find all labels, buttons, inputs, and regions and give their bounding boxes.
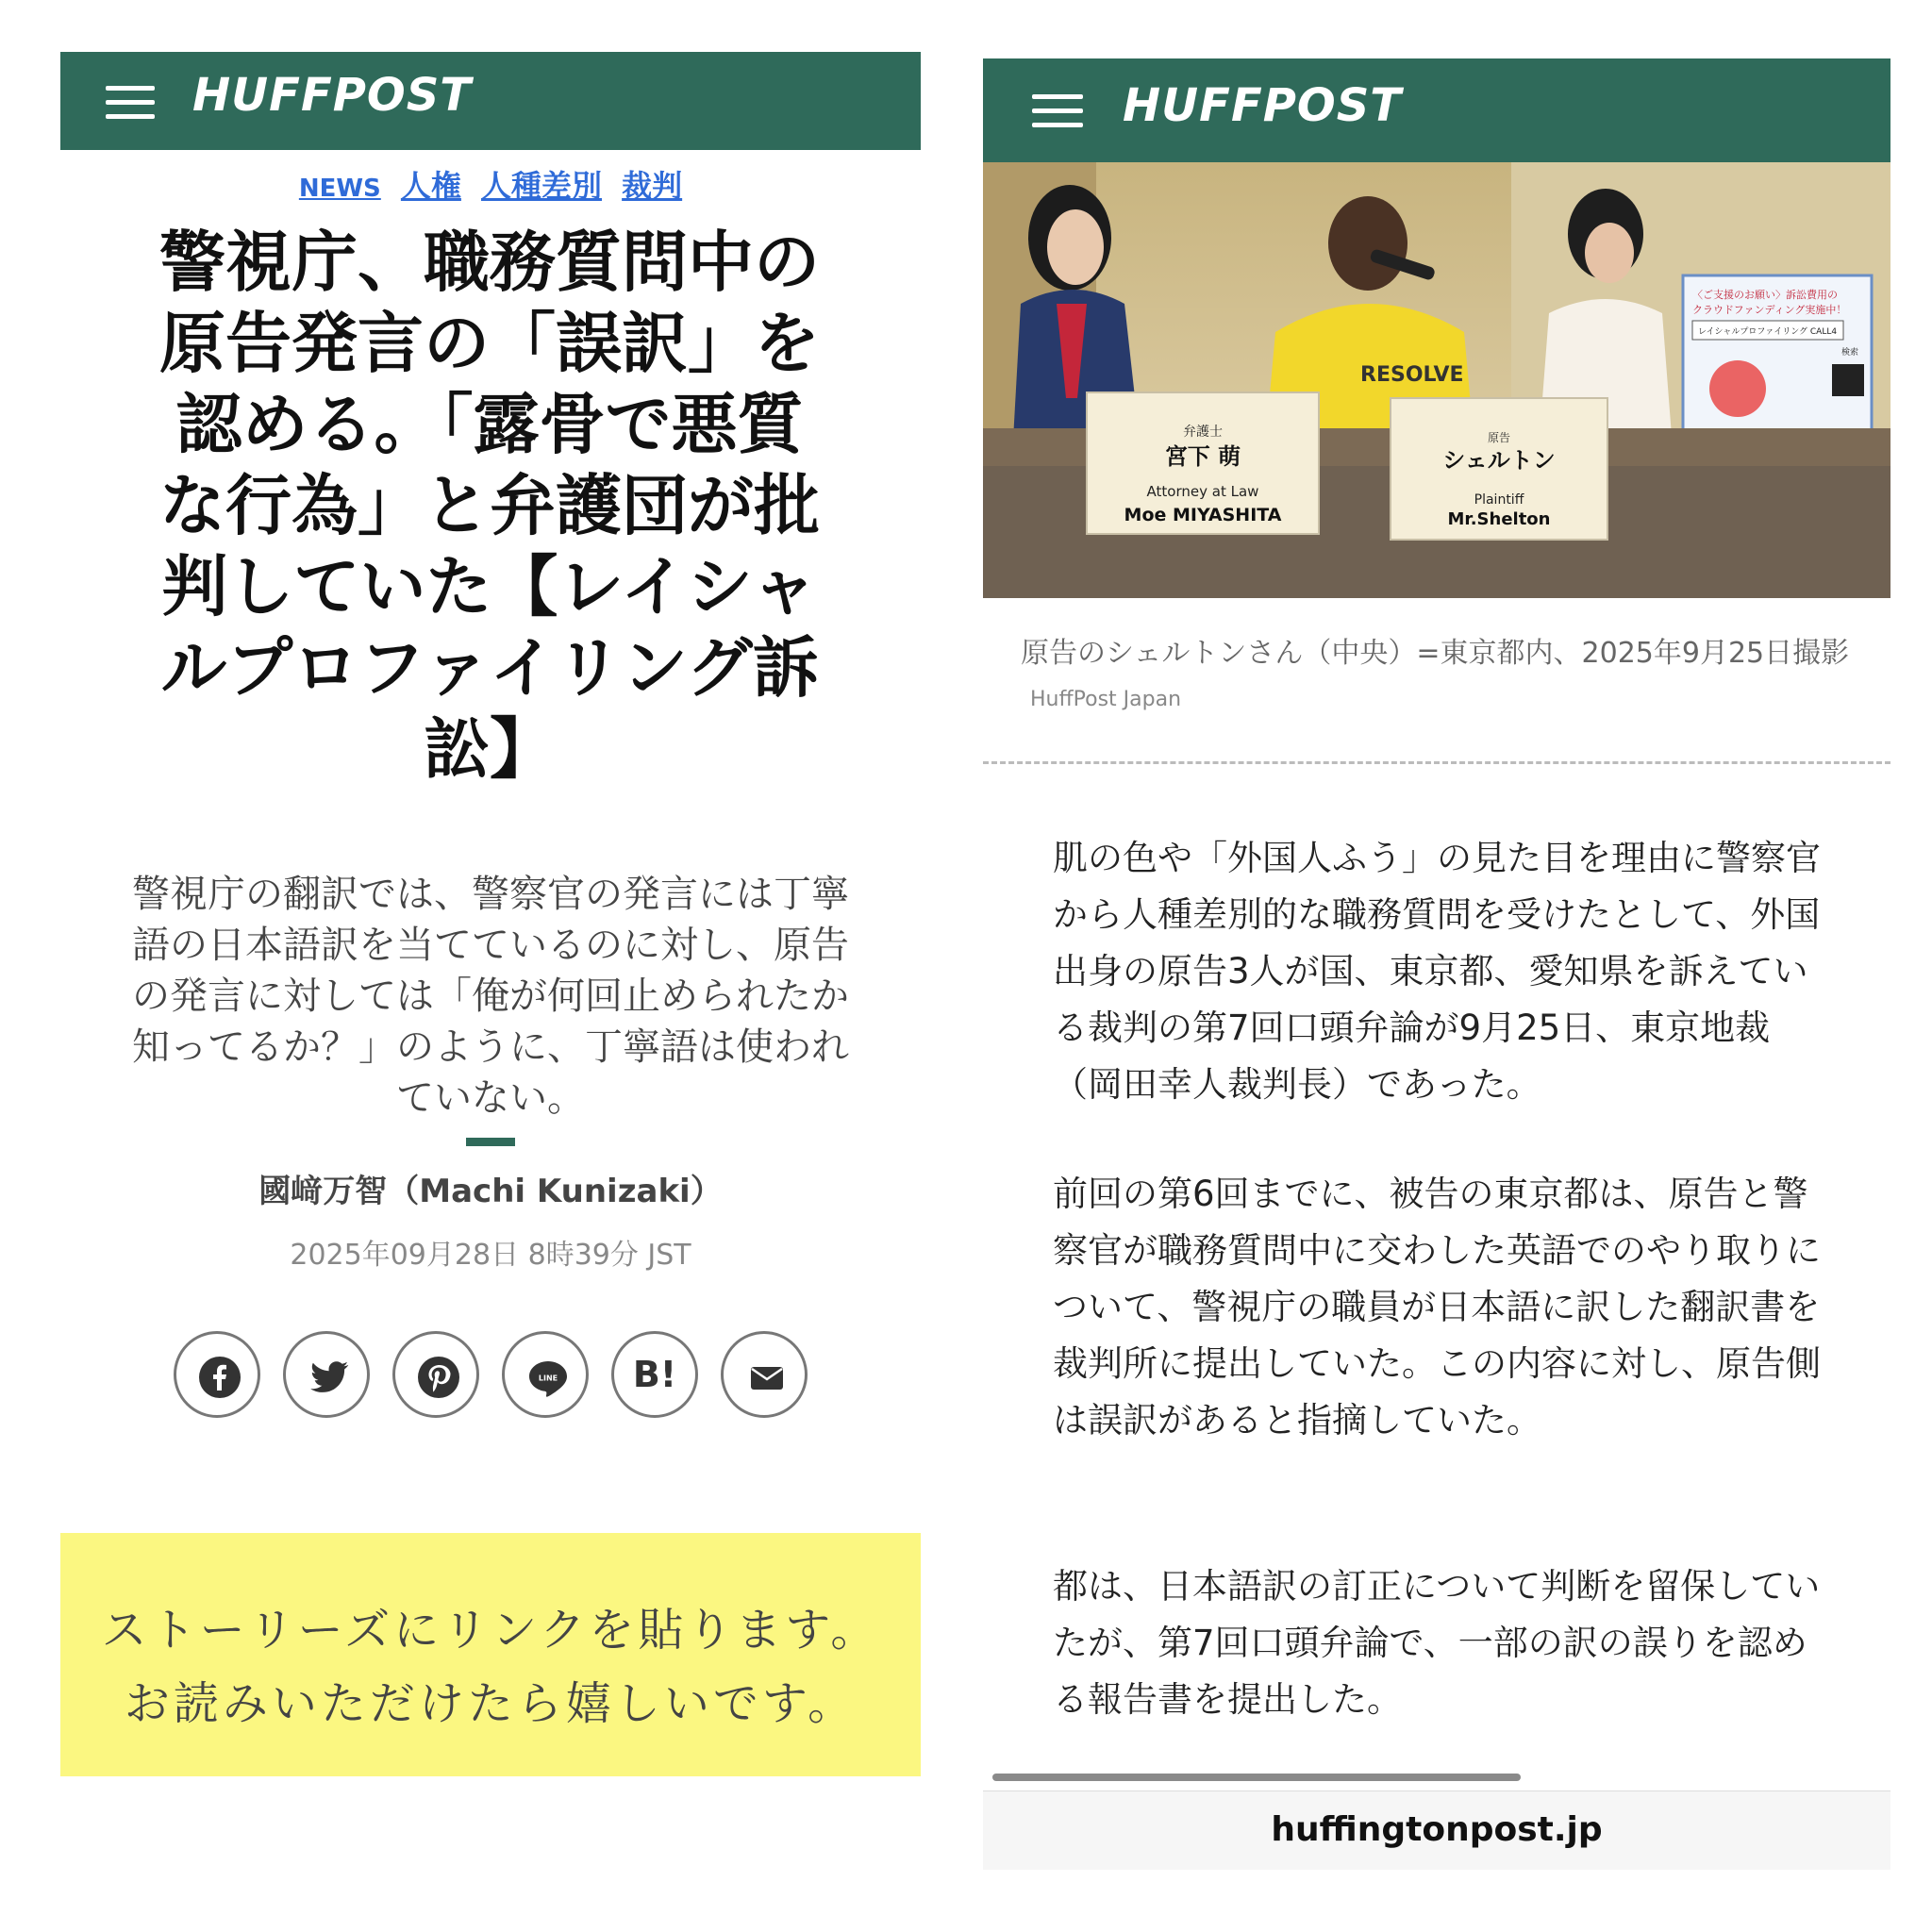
svg-text:原告: 原告 — [1487, 431, 1511, 444]
tag-racial-discrimination[interactable]: 人種差別 — [481, 168, 603, 204]
author-name[interactable]: 國﨑万智（Machi Kunizaki） — [258, 1173, 723, 1210]
caption-credit: HuffPost Japan — [1030, 688, 1182, 711]
article-headline: 警視庁、職務質問中の原告発言の「誤訳」を認める。「露骨で悪質な行為」と弁護団が批判していた【レイシャルプロファイリング訴訟】 — [159, 224, 820, 788]
article-photo — [983, 162, 1890, 598]
caption-text: 原告のシェルトンさん（中央）=東京都内、2025年9月25日撮影 — [1021, 637, 1850, 670]
menu-icon[interactable] — [1032, 94, 1083, 130]
hatena-bookmark-icon: B! — [632, 1354, 677, 1395]
paragraph-1: 肌の色や「外国人ふう」の見た目を理由に警察官から人種差別的な職務質問を受けたとして、外国出身の原告3人が国、東京都、愛知県を訴えている裁判の第7回口頭弁論が9月25日、東京地裁（岡田幸人裁判長）であった。 — [1053, 838, 1821, 1105]
svg-text:弁護士: 弁護士 — [1183, 425, 1223, 440]
photo-caption — [1021, 632, 1860, 722]
line-share-button[interactable] — [502, 1331, 589, 1418]
facebook-share-button[interactable] — [174, 1331, 260, 1418]
twitter-icon — [307, 1355, 352, 1400]
press-conference-image — [983, 162, 1890, 598]
svg-text:RESOLVE: RESOLVE — [1360, 363, 1464, 387]
article-dek: 警視庁の翻訳では、警察官の発言には丁寧語の日本語訳を当てているのに対し、原告の発言に対しては「俺が何回止められたか知ってるか？」のように、丁寧語は使われていない。 — [132, 873, 849, 1120]
site-header — [60, 52, 921, 150]
horizontal-scrollbar[interactable] — [992, 1774, 1521, 1781]
line-icon — [525, 1355, 571, 1400]
site-header — [983, 58, 1890, 162]
svg-text:Moe MIYASHITA: Moe MIYASHITA — [1124, 505, 1282, 525]
divider — [466, 1138, 515, 1146]
url-text[interactable]: huffingtonpost.jp — [1271, 1810, 1603, 1849]
twitter-share-button[interactable] — [283, 1331, 370, 1418]
mail-share-button[interactable] — [721, 1331, 808, 1418]
facebook-icon — [197, 1355, 242, 1400]
tag-list — [60, 162, 921, 206]
note-line-1: ストーリーズにリンクを貼ります。 — [101, 1604, 880, 1657]
share-buttons — [174, 1331, 815, 1422]
pinterest-icon — [416, 1355, 461, 1400]
svg-text:LINE: LINE — [538, 1374, 558, 1383]
left-screenshot — [60, 52, 921, 1776]
mail-icon — [744, 1355, 790, 1400]
svg-text:Attorney at Law: Attorney at Law — [1146, 483, 1259, 500]
paragraph-2: 前回の第6回までに、被告の東京都は、原告と警察官が職務質問中に交わした英語でのやり取りについて、警視庁の職員が日本語に訳した翻訳書を裁判所に提出していた。この内容に対し、原告側は誤訳があると指摘していた。 — [1053, 1174, 1821, 1441]
svg-text:Plaintiff: Plaintiff — [1474, 492, 1524, 508]
tag-trial[interactable]: 裁判 — [622, 168, 683, 204]
tag-human-rights[interactable]: 人権 — [400, 168, 461, 204]
svg-text:クラウドファンディング実施中！: クラウドファンディング実施中！ — [1692, 304, 1847, 316]
huffpost-logo[interactable]: HUFFPOST — [1123, 79, 1403, 132]
paragraph-3: 都は、日本語訳の訂正について判断を留保していたが、第7回口頭弁論で、一部の訳の誤りを認める報告書を提出した。 — [1053, 1566, 1821, 1720]
svg-text:シェルトン: シェルトン — [1442, 447, 1556, 474]
svg-text:宮下 萌: 宮下 萌 — [1164, 443, 1241, 470]
svg-text:検索: 検索 — [1841, 348, 1859, 358]
pinterest-share-button[interactable] — [392, 1331, 479, 1418]
tag-news[interactable]: NEWS — [298, 175, 381, 203]
publish-date: 2025年09月28日 8時39分 JST — [290, 1239, 691, 1272]
menu-icon[interactable] — [106, 86, 155, 120]
note-line-2: お読みいただけたら嬉しいです。 — [124, 1677, 858, 1730]
hatena-bookmark-share-button[interactable] — [611, 1331, 698, 1418]
svg-text:Mr.Shelton: Mr.Shelton — [1447, 509, 1551, 529]
svg-text:〈ご支援のお願い〉訴訟費用の: 〈ご支援のお願い〉訴訟費用の — [1692, 289, 1838, 301]
browser-url-bar[interactable] — [983, 1790, 1890, 1870]
caption-divider — [983, 761, 1890, 764]
svg-text:レイシャルプロファイリング CALL4: レイシャルプロファイリング CALL4 — [1698, 327, 1838, 337]
right-screenshot — [983, 58, 1890, 1870]
stories-note — [60, 1533, 921, 1776]
huffpost-logo[interactable]: HUFFPOST — [192, 69, 473, 122]
